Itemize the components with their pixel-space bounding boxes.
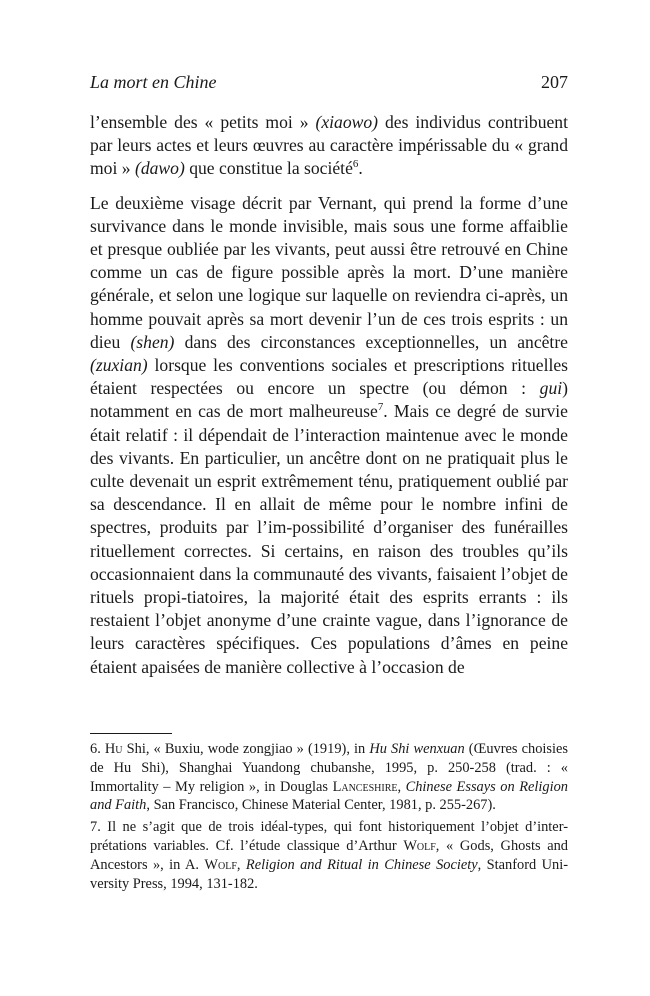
footnote-6: 6. Hu Shi, « Buxiu, wode zongjiao » (1919), in Hu Shi wenxuan (Œuvres choisies de Hu Shi), Shanghai Yuandong chubanshe, 1995, p. 250-258 (trad. : « Immortality – My religion », in Douglas Lanceshire, Chinese Essays on Religion and Faith, San Francisco, Chinese Material Center, 1981, p. 255-267).	[90, 741, 569, 814]
running-head	[90, 70, 568, 94]
italic-term-zuxian: (zuxian)	[90, 355, 148, 376]
footnote-ref-7[interactable]: 7	[377, 401, 384, 414]
footnote-separator	[90, 733, 172, 734]
italic-term-gui: gui	[539, 378, 563, 399]
italic-term-dawo: (dawo)	[134, 158, 185, 179]
running-title: La mort en Chine	[90, 72, 217, 92]
paragraph-2: Le deuxième visage décrit par Vernant, qui prend la forme d’une survivance dans le monde invisible, mais sous une forme affaiblie et presque oubliée par les vivants, peut aussi être retrouvé en Chine comme un cas de figure possible après la mort. D’une manière générale, et selon une logique sur laquelle on reviendra ci-après, un homme pouvait après sa mort devenir l’un de ces trois esprits : un dieu (shen) dans des circonstances exceptionnelles, un ancêtre (zuxian) lorsque les conventions sociales et prescriptions rituelles étaient respectées ou encore un spectre (ou démon : gui) notamment en cas de mort malheureuse$^7$. Mais ce degré de survie était relatif : il dépendait de l’interaction maintenue avec le monde des vivants. En particulier, un ancêtre dont on ne pratiquait plus le culte devenait un esprit extrêmement ténu, pratiquement oublié par sa descendance. Il en allait de même pour le nombre infini de spectres, produits par l’im-possibilité d’organiser des funérailles rituellement correctes. Si certains, en raison des troubles qu’ils occasionnaient dans la communauté des vivants, faisaient l’objet de rituels propi-tiatoires, la majorité était des esprits errants : ils restaient l’objet anonyme d’une crainte vague, dans l’ignorance de leurs caractères spécifiques. Ces populations d’âmes en peine étaient apaisées de manière collective à l’occasion de	[90, 192, 568, 677]
paragraph-1: l’ensemble des « petits moi » (xiaowo) des individus contribuent par leurs actes et leurs œuvres au caractère impérissable du « grand moi » (dawo) que constitue la société$^6$.	[90, 112, 568, 179]
body-text	[90, 111, 568, 679]
italic-term-shen: (shen)	[130, 331, 175, 352]
footnote-7: 7. Il ne s’agit que de trois idéal-types, qui font historiquement l’objet d’inter-prétations variables. Cf. l’étude classique d’Arthur Wolf, « Gods, Ghosts and Ancestors », in A. Wolf, Religion and Ritual in Chinese Society, Stanford Uni-versity Press, 1994, 131-182.	[90, 819, 568, 892]
footnote-ref-6[interactable]: 6	[352, 158, 359, 171]
italic-term-xiaowo: (xiaowo)	[315, 112, 379, 132]
page-number: 207	[541, 72, 568, 92]
footnotes	[90, 740, 568, 893]
